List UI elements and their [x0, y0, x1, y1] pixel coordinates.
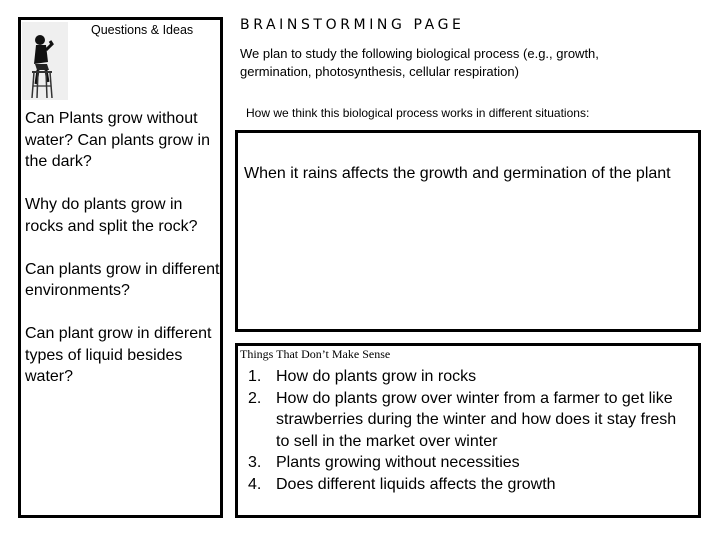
list-number: 3. [248, 454, 262, 472]
list-number: 1. [248, 368, 262, 385]
nonsense-label: Things That Don’t Make Sense [240, 347, 391, 361]
question-item: Can plants grow in different environments? [25, 260, 220, 299]
page-title: BRAINSTORMING PAGE [240, 17, 465, 33]
list-item [248, 452, 688, 474]
question-item: Why do plants grow in rocks and split the rock? [25, 196, 198, 235]
question-item: Can Plants grow without water? Can plants grow in the dark? [25, 110, 210, 170]
questions-list [25, 108, 220, 409]
list-item [248, 474, 688, 496]
page-subtitle: We plan to study the following biological process (e.g., growth, germination, photosynthesis, cellular respiration) [240, 46, 599, 79]
list-number: 4. [248, 475, 262, 493]
process-box [235, 130, 701, 332]
list-text: Plants growing without necessities [276, 454, 520, 472]
list-text: How do plants grow over winter from a farmer to get like strawberries during the winter and how does it stay fresh to sell in the market over winter [276, 389, 677, 450]
list-item [248, 366, 688, 388]
list-text: How do plants grow in rocks [276, 368, 477, 385]
nonsense-list [248, 366, 688, 496]
list-text: Does different liquids affects the growth [276, 475, 556, 493]
process-text: When it rains affects the growth and germination of the plant [244, 165, 671, 182]
question-item: Can plant grow in different types of liquid besides water? [25, 325, 212, 385]
list-item [248, 388, 688, 453]
questions-ideas-label: Questions & Ideas [91, 23, 194, 37]
thinker-photo [22, 22, 68, 100]
process-label: How we think this biological process works in different situations: [246, 106, 590, 120]
list-number: 2. [248, 389, 262, 407]
